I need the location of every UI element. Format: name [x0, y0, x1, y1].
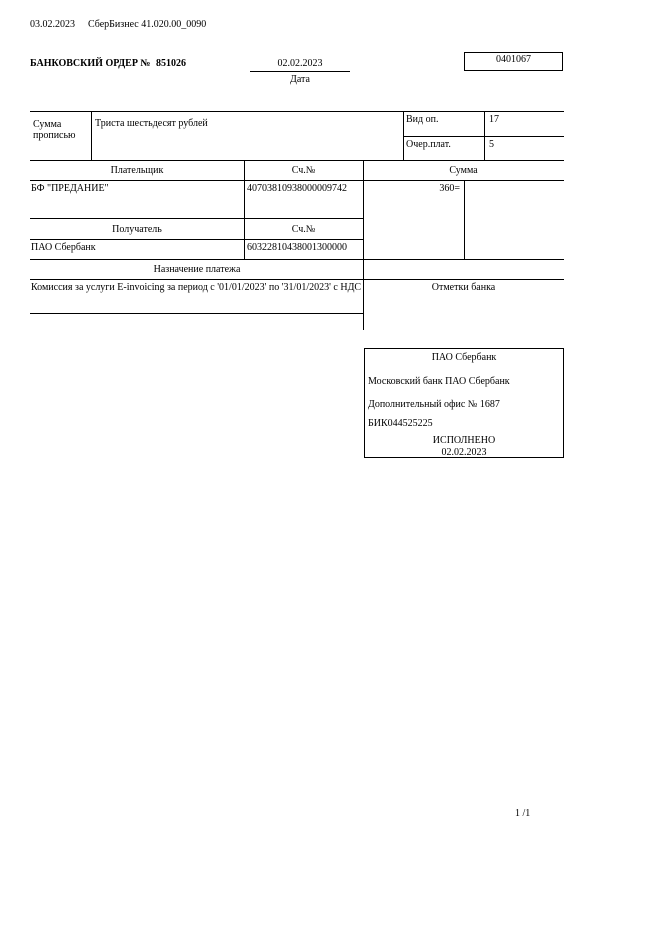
order-date: 02.02.2023 — [277, 58, 323, 69]
purpose-header: Назначение платежа — [153, 264, 241, 275]
stamp-branch: Московский банк ПАО Сбербанк — [368, 376, 510, 387]
date-underline — [250, 71, 350, 72]
amount-words-value: Триста шестьдесят рублей — [95, 118, 208, 129]
payment-priority-value: 5 — [489, 139, 494, 150]
operation-type-label: Вид оп. — [406, 114, 439, 125]
order-number: 851026 — [156, 58, 186, 69]
stamp-date: 02.02.2023 — [441, 447, 487, 458]
order-title: БАНКОВСКИЙ ОРДЕР № — [30, 58, 151, 69]
stamp-bank: ПАО Сбербанк — [431, 352, 497, 363]
stamp-status: ИСПОЛНЕНО — [432, 435, 496, 446]
purpose-text: Комиссия за услуги E-invoicing за период с '01/01/2023' по '31/01/2023' с НДС — [31, 282, 362, 293]
bank-stamp — [364, 348, 564, 458]
bank-marks-label: Отметки банка — [431, 282, 496, 293]
page-number: 1 /1 — [515, 808, 531, 819]
recipient-header: Получатель — [112, 224, 162, 235]
operation-type-value: 17 — [489, 114, 499, 125]
recipient-account-header: Сч.№ — [291, 224, 316, 235]
form-code: 0401067 — [464, 52, 563, 71]
amount-words-label: Сумма прописью — [33, 119, 76, 141]
payer-header: Плательщик — [110, 165, 164, 176]
date-label: Дата — [290, 74, 310, 85]
payer-name: БФ "ПРЕДАНИЕ" — [31, 183, 109, 194]
print-date: 03.02.2023 — [30, 19, 75, 30]
stamp-bik: БИК044525225 — [368, 418, 433, 429]
recipient-account: 60322810438001300000 — [247, 242, 347, 253]
payment-priority-label: Очер.плат. — [406, 139, 451, 150]
stamp-office: Дополнительный офис № 1687 — [368, 399, 500, 410]
payer-account: 40703810938000009742 — [247, 183, 347, 194]
payer-account-header: Сч.№ — [291, 165, 316, 176]
sum-value: 360= — [439, 183, 460, 194]
recipient-name: ПАО Сбербанк — [31, 242, 96, 253]
app-version: СберБизнес 41.020.00_0090 — [88, 19, 207, 30]
sum-header: Сумма — [449, 165, 478, 176]
